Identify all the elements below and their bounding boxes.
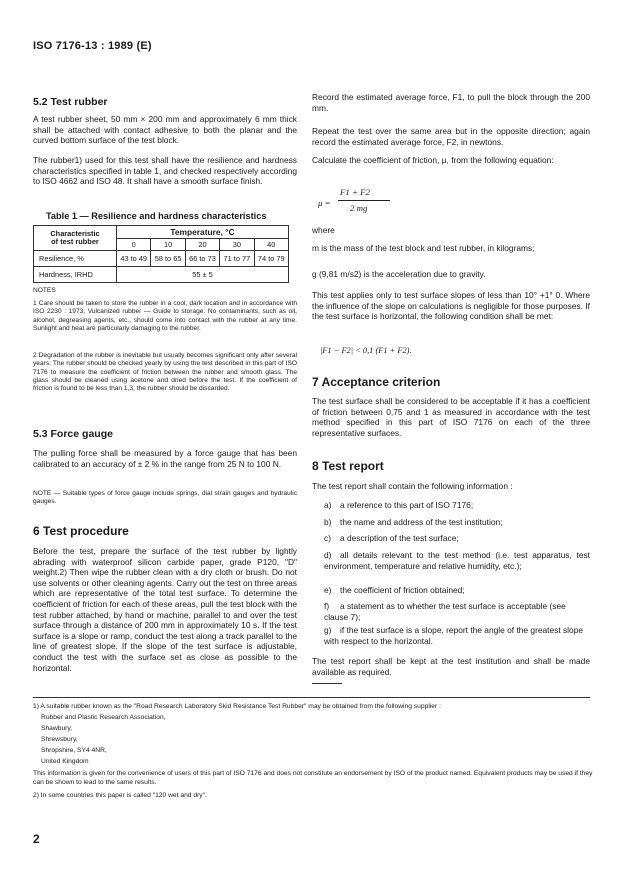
table-cell: 74 to 79 [254,251,288,267]
supplier-address-line: Shrewsbury, [41,736,78,743]
report-item-text: a description of the test surface; [340,533,459,543]
table-row-hardness-label: Hardness, IRHD [34,267,117,283]
right-paragraph-4: This test applies only to test surface slopes of less than 10° +1° 0. Where the influence of the slope on calculations is negligible for those purposes. If the test surface is horizontal, the following condition shall be met: [312,290,590,322]
report-item-label: b) [324,517,332,527]
notes-title: NOTES [33,287,56,294]
table-temp-30: 30 [220,239,254,251]
section-7-title: 7 Acceptance criterion [312,375,441,389]
report-item-label: d) [324,550,332,560]
report-item-label: c) [324,533,331,543]
section-5-3-title: 5.3 Force gauge [33,428,113,440]
report-item-label: f) [324,601,330,611]
supplier-address-line: Rubber and Plastic Research Association, [41,714,166,721]
report-item-label: g) [324,625,332,635]
table-1-title: Table 1 — Resilience and hardness characteristics [46,211,267,221]
section-5-3-paragraph: The pulling force shall be measured by a force gauge that has been calibrated to an accuracy of ± 2 % in the range from 25 N to 100 N. [33,448,297,469]
supplier-address-line: Shawbury, [41,725,73,732]
section-5-2-title: 5.2 Test rubber [33,96,108,108]
section-6-title: 6 Test procedure [33,524,129,538]
table-header-characteristic-line1: Characteristic [50,228,100,238]
report-item-text: a statement as to whether the test surface is acceptable (see clause 7); [324,601,566,622]
equation-denominator: 2 mg [350,203,368,213]
table-temp-10: 10 [151,239,185,251]
section-6-paragraph: Before the test, prepare the surface of the test rubber by lightly abrading with waterproof silicon carbide paper, grade P120, "D" weight.2) Then wipe the rubber clean with a dry cloth or brush. Do not use solvents or other cleaning agents. Carry out the test on three areas which are representative of the total test surface. To determine the coefficient of friction for each of these areas, pull the test block with the test rubber attached, by hand or machine, parallel to and over the test surface through a distance of 200 mm in approximately 10 s. If the test surface is a slope or ramp, conduct the test along a track parallel to the line of greatest slope. If the slope of the test surface is adjustable, conduct the test with the surface set as close as possible to the horizontal. [33,546,297,673]
report-item-text: the name and address of the test institution; [340,517,503,527]
right-paragraph-2: Repeat the test over the same area but in the opposite direction; again record the estimated average force, F2, in newtons. [312,126,590,147]
table-cell: 43 to 49 [117,251,151,267]
report-item-b [324,517,590,528]
table-1 [33,225,289,283]
right-paragraph-3: Calculate the coefficient of friction, μ, from the following equation: [312,155,554,165]
supplier-address-line: United Kingdom [41,758,89,765]
note-1: 1 Care should be taken to store the rubber in a cool, dark location and in accordance with ISO 2230 : 1973, Vulcanized rubber — Guide to storage. No contaminants, such as oil, alcohol, degreasing agents, etc., should come into contact with the rubber at any time. Sunlight and heat are particularly damaging to the rubber. [33,300,297,332]
equation-numerator: F1 + F2 [340,187,370,197]
table-header-characteristic-line2: of test rubber [51,237,99,246]
table-header-characteristic [34,226,117,251]
report-item-label: e) [324,585,332,595]
where-label: where [312,225,335,235]
right-paragraph-1: Record the estimated average force, F1, to pull the block through the 200 mm. [312,92,590,113]
report-item-g [324,625,590,646]
section-7-paragraph: The test surface shall be considered to be acceptable if it has a coefficient of friction between 0,75 and 1 as measured in accordance with the test method specified in this part of ISO 7176 on each of the three representative surfaces. [312,396,590,438]
report-item-d [324,550,590,571]
table-cell-hardness: 55 ± 5 [117,267,289,283]
section-8-intro: The test report shall contain the following information : [312,481,513,491]
section-5-2-paragraph-1: A test rubber sheet, 50 mm × 200 mm and approximately 6 mm thick shall be attached with contact adhesive to both the planar and the curved bottom surface of the test block. [33,114,297,146]
page-header: ISO 7176-13 : 1989 (E) [33,40,152,52]
table-temp-40: 40 [254,239,288,251]
report-item-e [324,585,590,596]
equation-mu: μ = [318,198,331,208]
table-cell: 71 to 77 [220,251,254,267]
condition-equation: |F1 − F2| < 0,1 (F1 + F2). [320,346,412,355]
section-8-title: 8 Test report [312,459,384,473]
report-item-text: a reference to this part of ISO 7176; [340,500,474,510]
footnote-1-disclaimer: This information is given for the convenience of users of this part of ISO 7176 and does not constitute an endorsement by ISO of the product named. Equivalent products may be used if they can be shown to lead to the same results. [33,770,593,786]
section-5-3-note: NOTE — Suitable types of force gauge include springs, dial strain gauges and hydraulic gauges. [33,490,297,506]
report-item-text: if the test surface is a slope, report the angle of the greatest slope with respect to the horizontal. [324,625,584,646]
table-row-resilience-label: Resilience, % [34,251,117,267]
equation-fraction-bar [338,200,390,201]
footnote-rule [312,683,342,684]
section-5-2-paragraph-2: The rubber1) used for this test shall have the resilience and hardness characteristics specified in table 1, and checked respectively according to ISO 4662 and ISO 48. It shall have a smooth surface finish. [33,155,297,187]
table-header-temperature: Temperature, °C [117,226,289,239]
report-item-c [324,533,590,544]
report-item-a [324,500,590,511]
supplier-address-line: Shropshire, SY4 4NR, [41,747,107,754]
section-8-closing: The test report shall be kept at the test institution and shall be made available as required. [312,656,590,677]
page-number: 2 [33,832,40,846]
table-cell: 66 to 73 [185,251,219,267]
definition-g: g (9,81 m/s2) is the acceleration due to gravity. [312,269,486,279]
table-cell: 58 to 65 [151,251,185,267]
report-item-label: a) [324,500,332,510]
footnote-divider [33,697,590,698]
footnote-2: 2) In some countries this paper is called "120 wet and dry". [33,792,207,799]
table-temp-0: 0 [117,239,151,251]
footnote-1: 1) A suitable rubber known as the "Road Research Laboratory Skid Resistance Test Rubber" may be obtained from the following supplier : [33,703,441,710]
report-item-text: the coefficient of friction obtained; [340,585,465,595]
report-item-f [324,601,590,622]
report-item-text: all details relevant to the test method (i.e. test apparatus, test environment, temperature and relative humidity, etc.); [324,550,590,571]
note-2: 2 Degradation of the rubber is inevitable but usually becomes significant only after several years. The rubber should be checked yearly by using the test described in this part of ISO 7176 to measure the coefficient of friction between the rubber and smooth glass. The glass should be cleaned using acetone and dried before the test. If the coefficient of friction is found to be less than 1,3, the rubber should be discarded. [33,352,297,393]
table-temp-20: 20 [185,239,219,251]
definition-m: m is the mass of the test block and test rubber, in kilograms; [312,243,535,253]
